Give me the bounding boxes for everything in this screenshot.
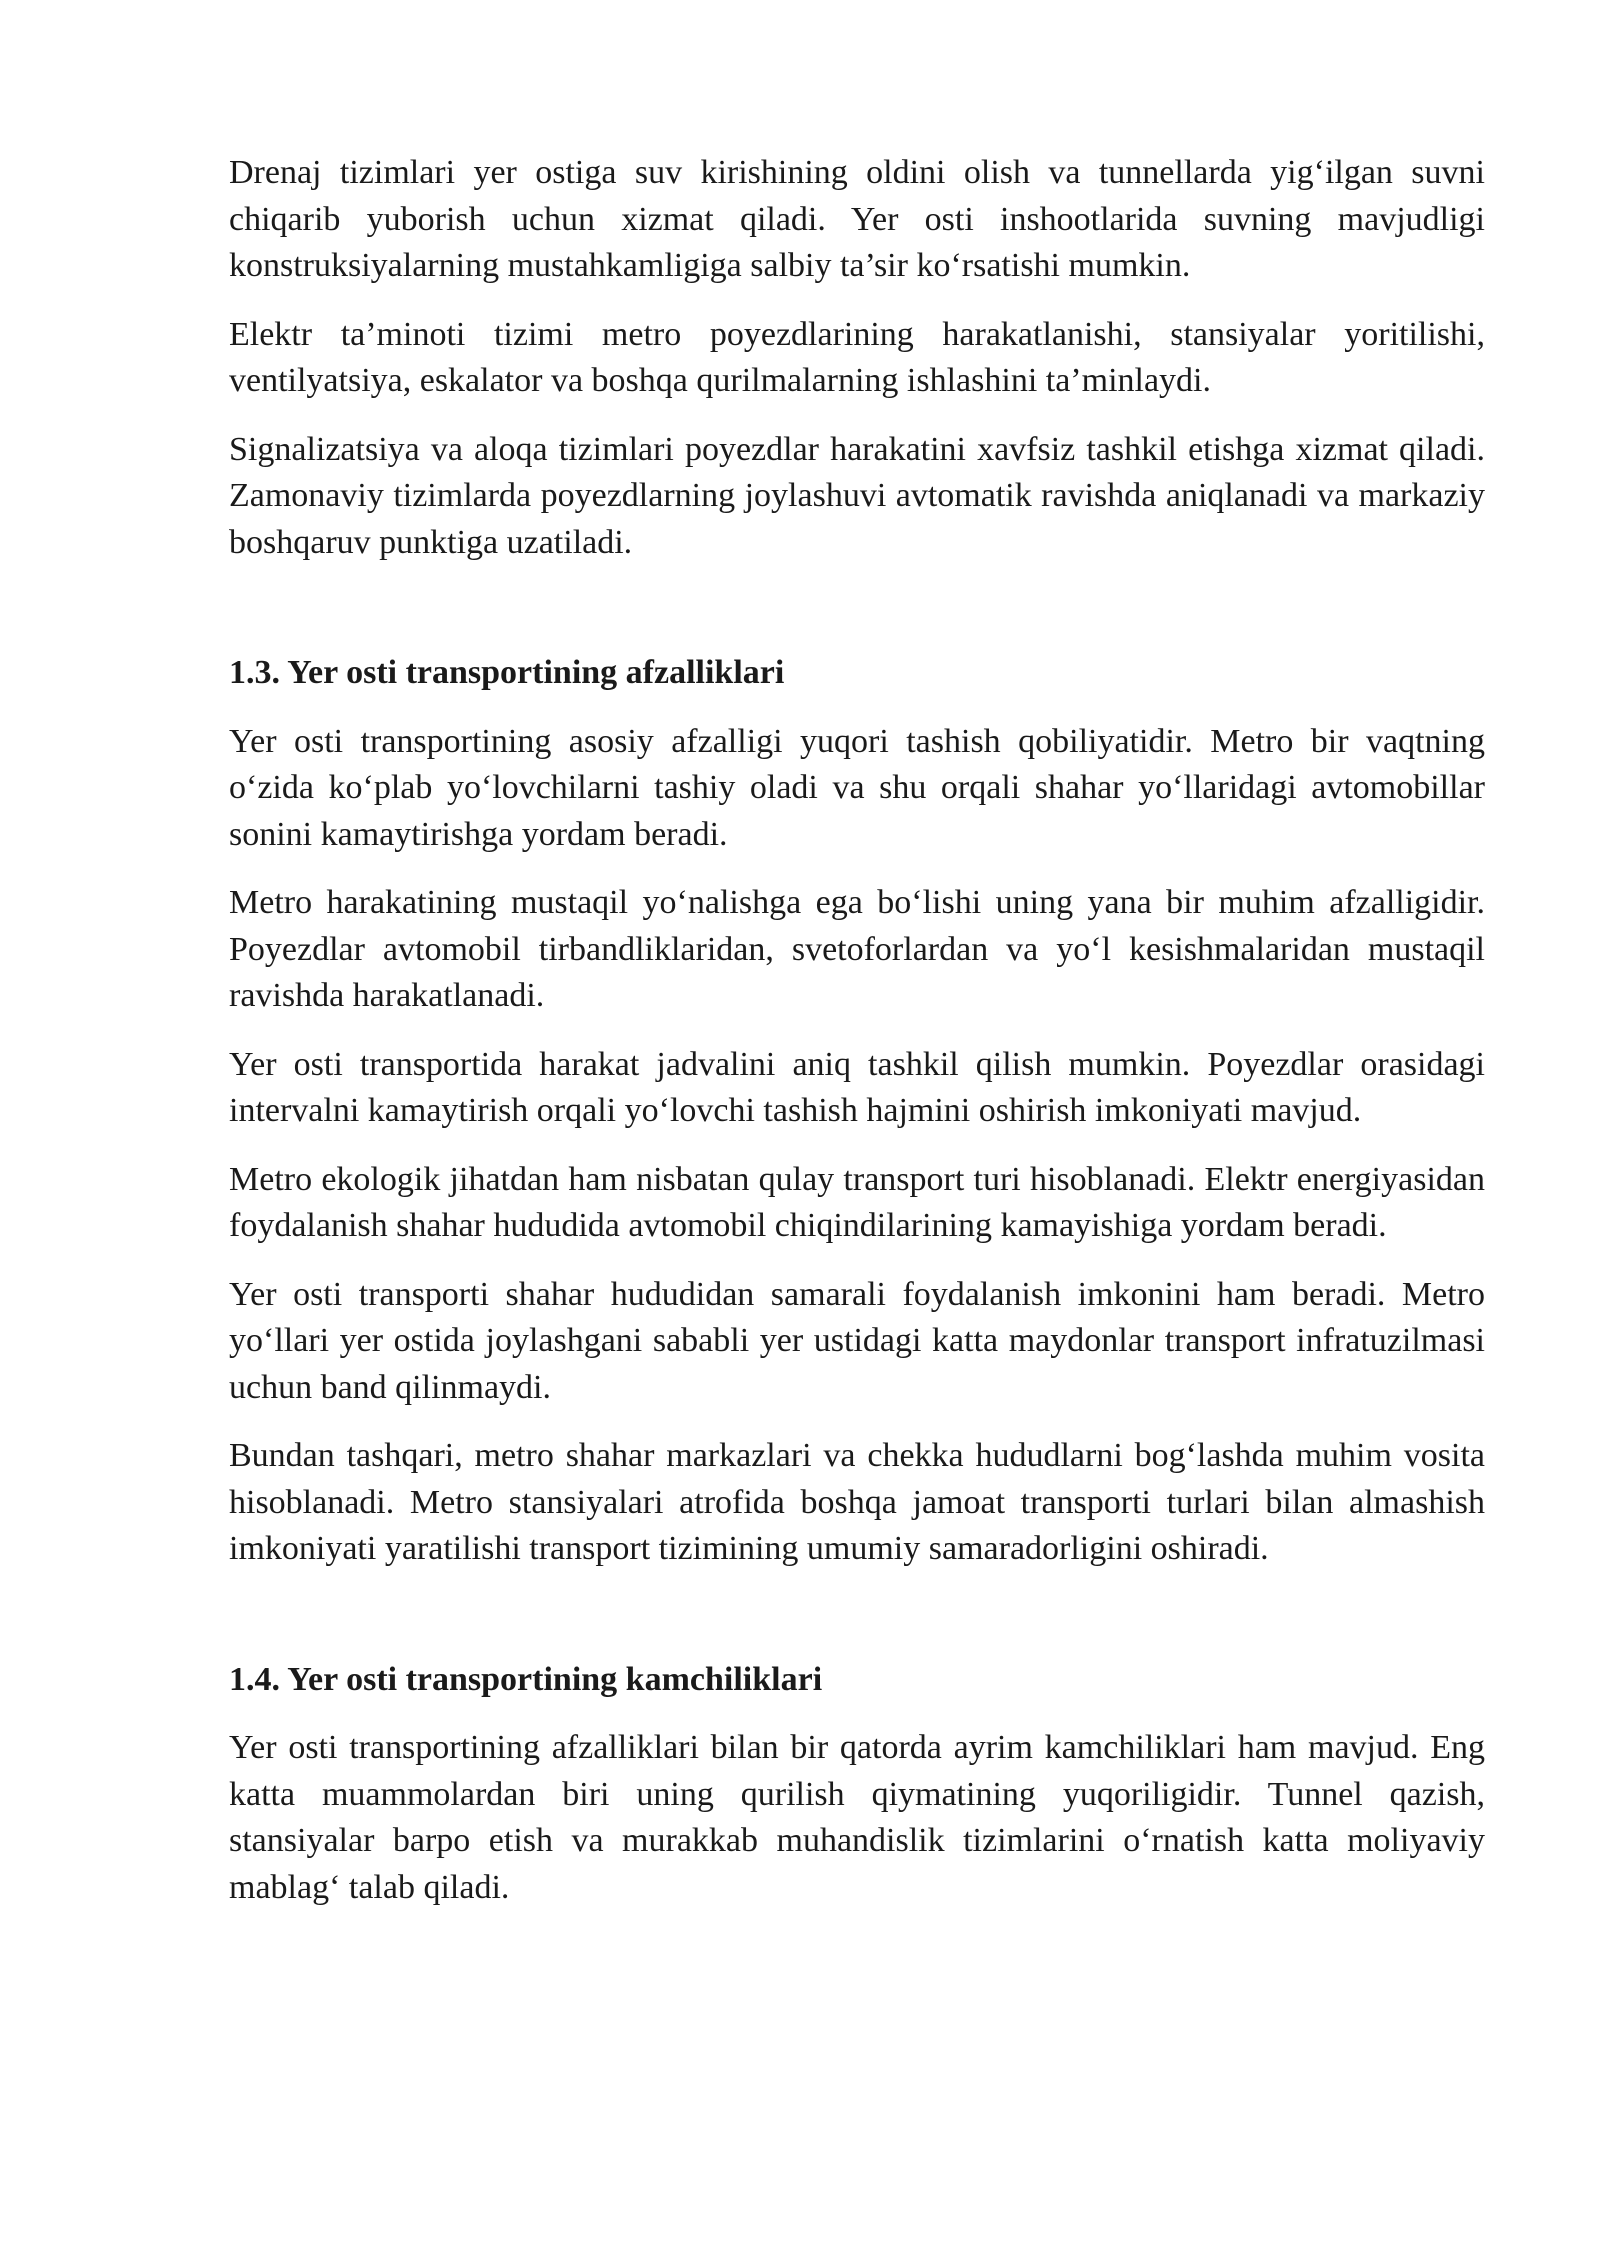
paragraph-drainage-systems: Drenaj tizimlari yer ostiga suv kirishining oldini olish va tunnellarda yig‘ilgan suvni chiqarib yuborish uchun xizmat qiladi. Yer osti inshootlarida suvning mavjudligi konstruksiyalarning mustahkamligiga salbiy ta’sir ko‘rsatishi mumkin. — [229, 154, 1485, 284]
paragraph-ecology: Metro ekologik jihatdan ham nisbatan qulay transport turi hisoblanadi. Elektr energiyasidan foydalanish shahar hududida avtomobil chiqindilarining kamayishiga yordam beradi. — [229, 1160, 1485, 1244]
paragraph-land-use: Yer osti transporti shahar hududidan samarali foydalanish imkonini ham beradi. Metro yo‘llari yer ostida joylashgani sababli yer ustidagi katta maydonlar transport infratuzilmasi uchun band qilinmaydi. — [229, 1275, 1485, 1406]
section-spacer — [229, 588, 1485, 650]
paragraph-capacity: Yer osti transportining asosiy afzalligi yuqori tashish qobiliyatidir. Metro bir vaqtning o‘zida ko‘plab yo‘lovchilarni tashiy oladi va shu orqali shahar yo‘llaridagi avtomobillar sonini kamaytirishga yordam beradi. — [229, 722, 1485, 853]
paragraph-independent-route: Metro harakatining mustaqil yo‘nalishga ega bo‘lishi uning yana bir muhim afzalligidir. Poyezdlar avtomobil tirbandliklaridan, svetoforlardan va yo‘l kesishmalaridan mustaqil ravishda harakatlanadi. — [229, 884, 1485, 1014]
section-heading-advantages: 1.3. Yer osti transportining afzalliklari — [229, 654, 785, 691]
section-spacer — [229, 1595, 1485, 1657]
paragraph-signalling: Signalizatsiya va aloqa tizimlari poyezdlar harakatini xavfsiz tashkil etishga xizmat qiladi. Zamonaviy tizimlarda poyezdlarning joylashuvi avtomatik ravishda aniqlanadi va markaziy boshqaruv punktiga uzatiladi. — [229, 430, 1485, 561]
section-heading-disadvantages: 1.4. Yer osti transportining kamchiliklari — [229, 1660, 823, 1698]
paragraph-power-supply: Elektr ta’minoti tizimi metro poyezdlarining harakatlanishi, stansiyalar yoritilishi, ventilyatsiya, eskalator va boshqa qurilmalarning ishlashini ta’minlaydi. — [229, 315, 1485, 399]
paragraph-connectivity: Bundan tashqari, metro shahar markazlari va chekka hududlarni bog‘lashda muhim vosita hisoblanadi. Metro stansiyalari atrofida boshqa jamoat transporti turlari bilan almashish imkoniyati yaratilishi transport tizimining umumiy samaradorligini oshiradi. — [229, 1437, 1485, 1567]
paragraph-schedule: Yer osti transportida harakat jadvalini aniq tashkil qilish mumkin. Poyezdlar orasidagi intervalni kamaytirish orqali yo‘lovchi tashish hajmini oshirish imkoniyati mavjud. — [229, 1045, 1485, 1129]
paragraph-construction-cost: Yer osti transportining afzalliklari bilan bir qatorda ayrim kamchiliklari ham mavjud. Eng katta muammolardan biri uning qurilish qiymatining yuqoriligidir. Tunnel qazish, stansiyalar barpo etish va murakkab muhandislik tizimlarini o‘rnatish katta moliyaviy mablag‘ talab qiladi. — [229, 1729, 1485, 1906]
page-content — [229, 150, 1485, 1933]
